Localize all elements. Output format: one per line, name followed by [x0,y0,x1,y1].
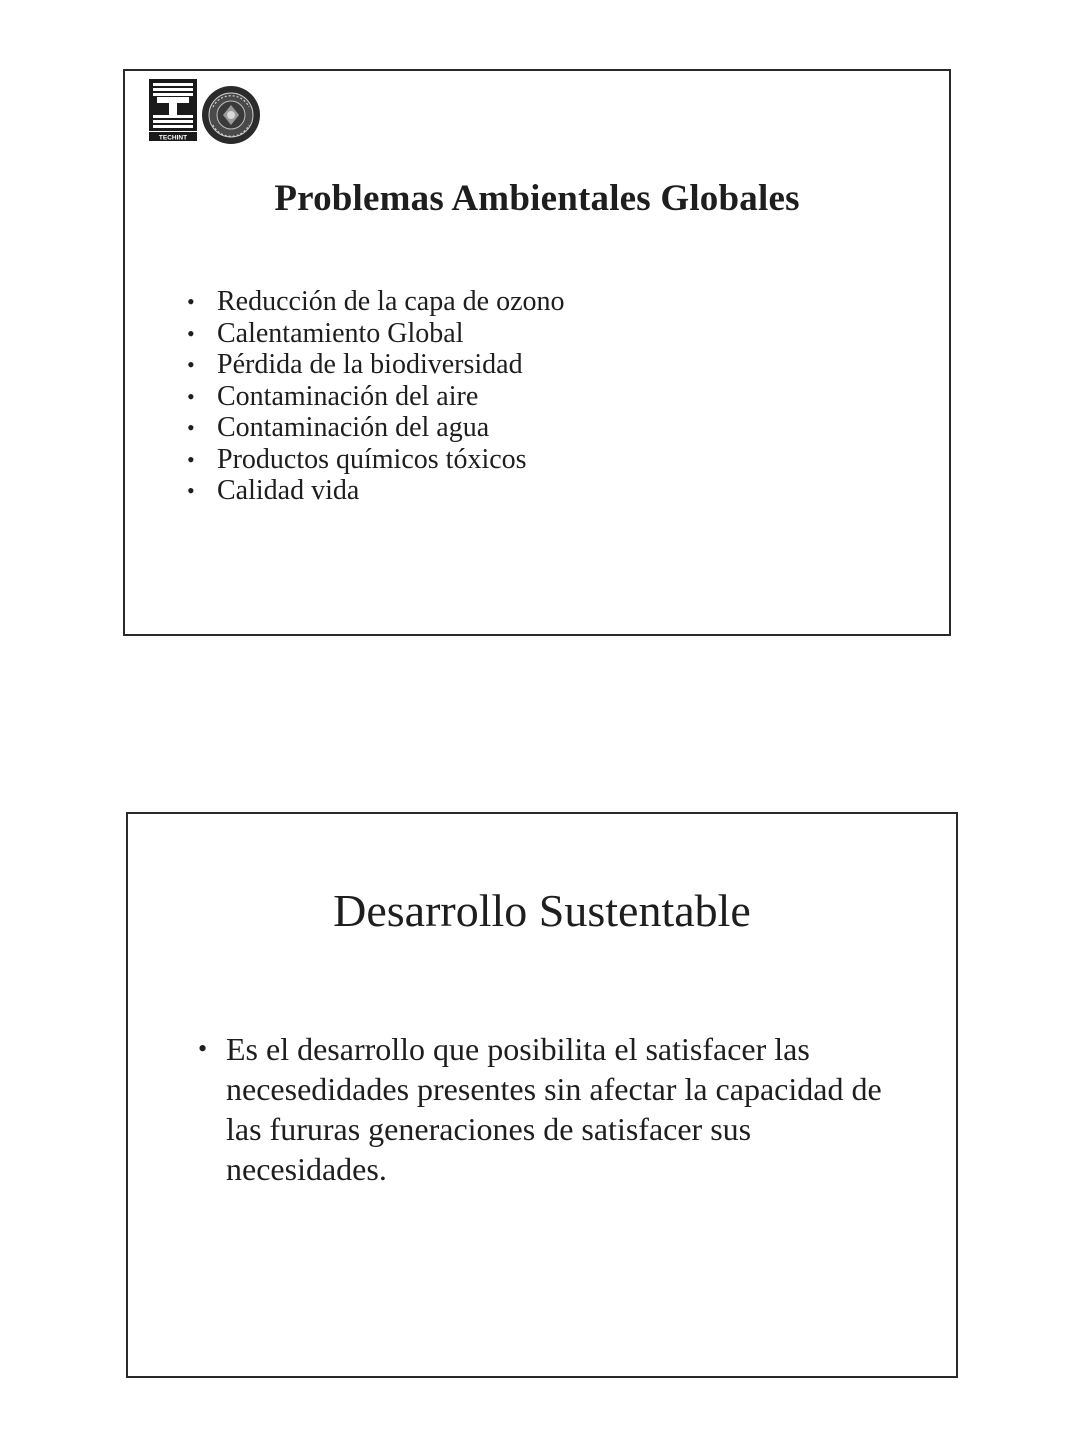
techint-wordmark: TECHINT [158,134,188,141]
list-item-text: Pérdida de la biodiversidad [217,349,523,380]
techint-logo-icon [149,79,197,141]
bullet-icon: • [187,446,195,472]
list-item-text: Productos químicos tóxicos [217,443,527,475]
bullet-icon: • [198,1034,208,1063]
list-item-text: Calentamiento Global [217,317,464,349]
list-item-text: Es el desarrollo que posibilita el satisfacer las necesedidades presentes sin afectar la capacidad de las fururas generaciones de satisfacer sus necesidades. [226,1031,882,1187]
list-item [187,381,565,413]
bullet-list [198,1029,898,1189]
bullet-icon: • [187,320,195,346]
list-item [187,444,565,476]
bullet-icon: • [187,415,195,440]
university-seal-icon [201,85,261,145]
list-item [187,412,565,444]
bullet-icon: • [187,478,195,503]
list-item [187,318,565,350]
list-item-text: Calidad vida [217,475,360,506]
bullet-icon: • [187,352,195,377]
bullet-icon: • [187,383,195,409]
bullet-icon: • [187,289,195,314]
list-item [187,286,565,318]
slide-title: Problemas Ambientales Globales [274,178,800,219]
list-item [187,349,565,381]
slide-desarrollo-sustentable [126,812,958,1378]
list-item-text: Reducción de la capa de ozono [217,286,565,317]
bullet-list [187,286,565,507]
slide-title: Desarrollo Sustentable [333,885,751,936]
list-item-text: Contaminación del agua [217,412,490,443]
list-item-text: Contaminación del aire [217,380,479,412]
list-item [198,1029,898,1189]
slide-problemas-ambientales [123,69,951,636]
list-item [187,475,565,507]
